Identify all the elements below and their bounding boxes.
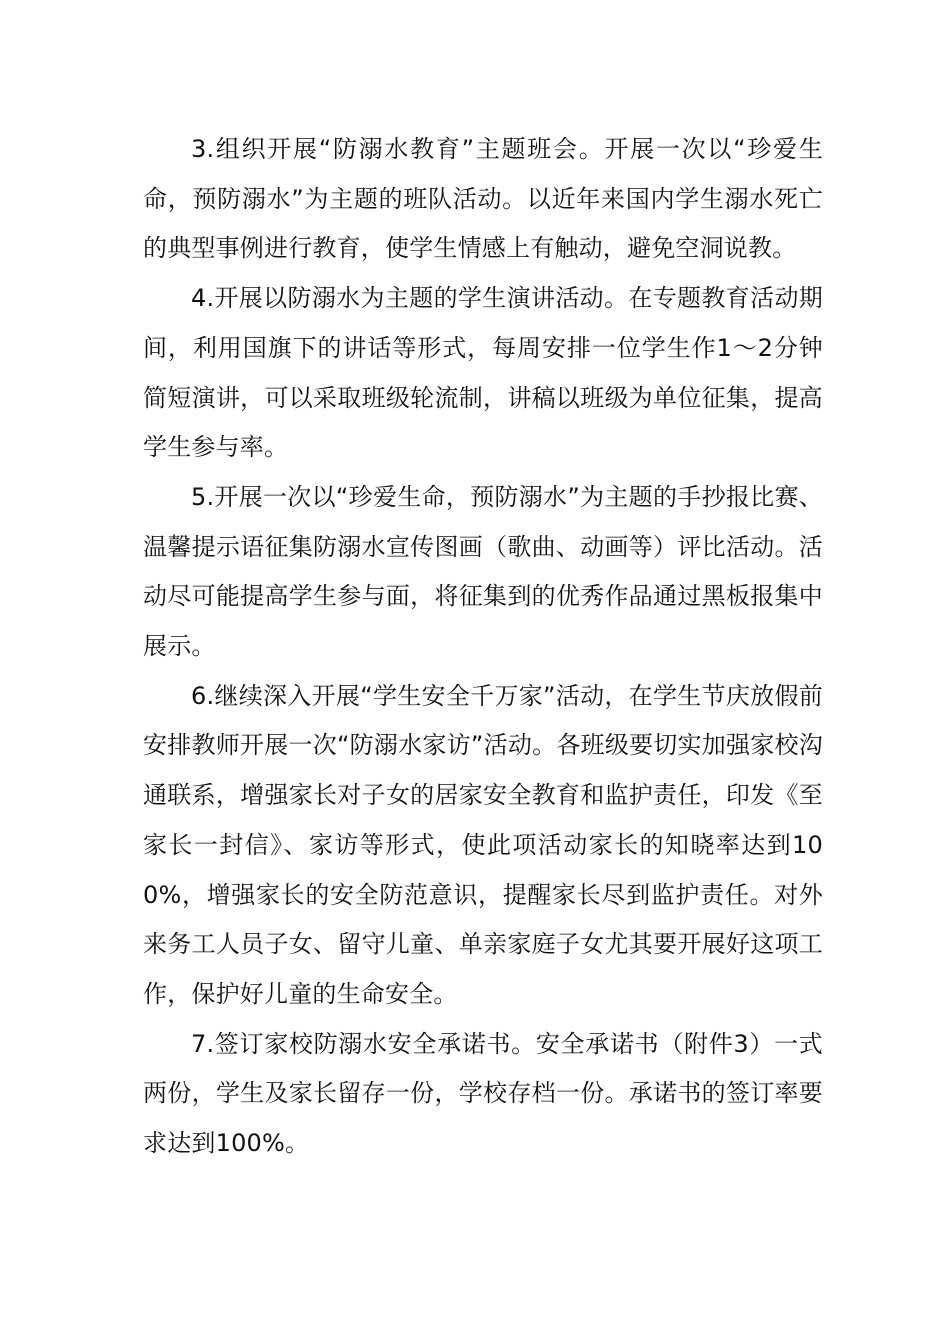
- paragraph-item-7: 7.签订家校防溺水安全承诺书。安全承诺书（附件3）一式两份，学生及家长留存一份，学校存档一份。承诺书的签订率要求达到100%。: [143, 1029, 823, 1158]
- paragraph-item-6: 6.继续深入开展“学生安全千万家”活动，在学生节庆放假前安排教师开展一次“防溺水家访”活动。各班级要切实加强家校沟通联系，增强家长对子女的居家安全教育和监护责任，印发《至家长一封信》、家访等形式，使此项活动家长的知晓率达到100%，增强家长的安全防范意识，提醒家长尽到监护责任。对外来务工人员子女、留守儿童、单亲家庭子女尤其要开展好这项工作，保护好儿童的生命安全。: [143, 681, 823, 1008]
- paragraph-item-3: 3.组织开展“防溺水教育”主题班会。开展一次以“珍爱生命，预防溺水”为主题的班队活动。以近年来国内学生溺水死亡的典型事例进行教育，使学生情感上有触动，避免空洞说教。: [143, 135, 823, 263]
- paragraph-item-5: 5.开展一次以“珍爱生命，预防溺水”为主题的手抄报比赛、温馨提示语征集防溺水宣传图画（歌曲、动画等）评比活动。活动尽可能提高学生参与面，将征集到的优秀作品通过黑板报集中展示。: [143, 482, 823, 661]
- document-body: [143, 125, 823, 1169]
- paragraph-item-4: 4.开展以防溺水为主题的学生演讲活动。在专题教育活动期间，利用国旗下的讲话等形式，每周安排一位学生作1～2分钟简短演讲，可以采取班级轮流制，讲稿以班级为单位征集，提高学生参与率。: [143, 284, 823, 462]
